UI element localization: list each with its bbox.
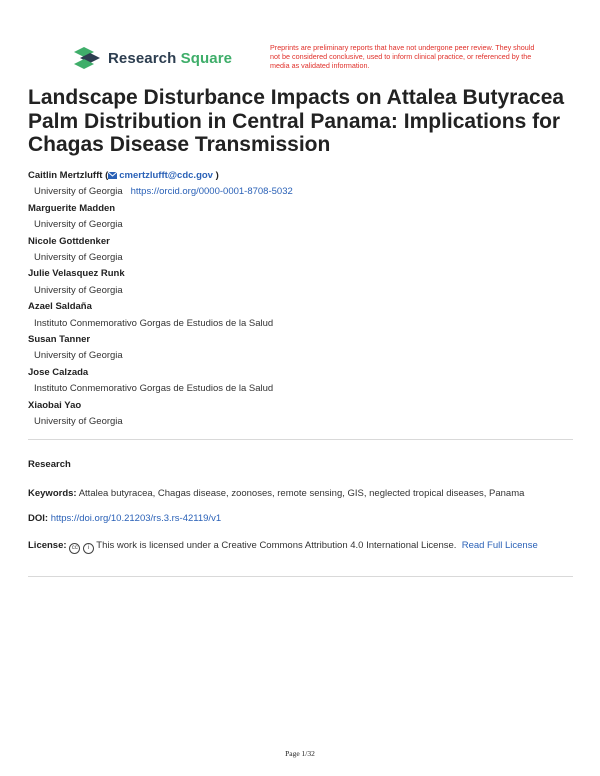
divider xyxy=(28,439,573,440)
author-affiliation: University of Georgia xyxy=(34,416,123,428)
paper-title: Landscape Disturbance Impacts on Attalea Butyracea Palm Distribution in Central Panama: Implications for Chagas Disease Transmission xyxy=(28,86,565,156)
author-affiliation: Instituto Conmemorativo Gorgas de Estudios de la Salud xyxy=(34,383,274,395)
author-name: Marguerite Madden xyxy=(28,202,116,214)
envelope-icon xyxy=(108,172,117,179)
cc-license-icon: cc xyxy=(69,543,80,554)
keywords-row xyxy=(28,486,573,501)
research-square-logo[interactable] xyxy=(72,46,232,70)
affiliation-text: University of Georgia xyxy=(34,186,123,198)
author-name: Xiaobai Yao xyxy=(28,399,82,411)
preprint-notice: Preprints are preliminary reports that have not undergone peer review. They should not be considered conclusive, used to inform clinical practice, or referenced by the media as validated information. xyxy=(270,43,535,70)
page-number: Page 1/32 xyxy=(285,749,315,758)
author-name: Azael Saldaña xyxy=(28,301,92,313)
article-type: Research xyxy=(28,459,71,470)
doi-link[interactable]: https://doi.org/10.21203/rs.3.rs-42119/v1 xyxy=(50,513,222,524)
logo-text-main: Research xyxy=(108,49,177,67)
orcid-link[interactable]: https://orcid.org/0000-0001-8708-5032 xyxy=(130,186,293,198)
author-name: Caitlin Mertzlufft xyxy=(28,170,103,181)
author-name: Julie Velasquez Runk xyxy=(28,268,125,280)
read-full-license-link[interactable]: Read Full License xyxy=(461,540,538,551)
cc-attribution-icon: i xyxy=(83,543,94,554)
keywords-label: Keywords: xyxy=(28,488,77,499)
keywords-value: Attalea butyracea, Chagas disease, zoonoses, remote sensing, GIS, neglected tropical diseases, Panama xyxy=(78,488,525,499)
author-name: Susan Tanner xyxy=(28,334,91,346)
author-list xyxy=(28,168,573,431)
author-entry: Caitlin Mertzlufft ( cmertzlufft@cdc.gov ) xyxy=(28,170,219,181)
license-label: License: xyxy=(28,540,67,551)
author-affiliation: University of Georgia xyxy=(34,284,123,296)
research-square-logo-icon xyxy=(72,46,102,70)
license-row xyxy=(28,538,573,554)
author-affiliation xyxy=(28,184,573,200)
author-name: Jose Calzada xyxy=(28,366,89,378)
author-name: Nicole Gottdenker xyxy=(28,235,110,247)
author-affiliation: University of Georgia xyxy=(34,252,123,264)
author-email-link[interactable]: cmertzlufft@cdc.gov xyxy=(119,170,213,181)
doi-row xyxy=(28,511,573,526)
author-affiliation: University of Georgia xyxy=(34,350,123,362)
license-text: This work is licensed under a Creative Commons Attribution 4.0 International License. xyxy=(96,540,457,551)
logo-text xyxy=(108,50,232,67)
author-affiliation: University of Georgia xyxy=(34,219,123,231)
divider xyxy=(28,576,573,577)
logo-text-accent: Square xyxy=(180,49,233,67)
header xyxy=(72,44,552,80)
doi-label: DOI: xyxy=(28,513,49,524)
author-affiliation: Instituto Conmemorativo Gorgas de Estudios de la Salud xyxy=(34,317,274,329)
